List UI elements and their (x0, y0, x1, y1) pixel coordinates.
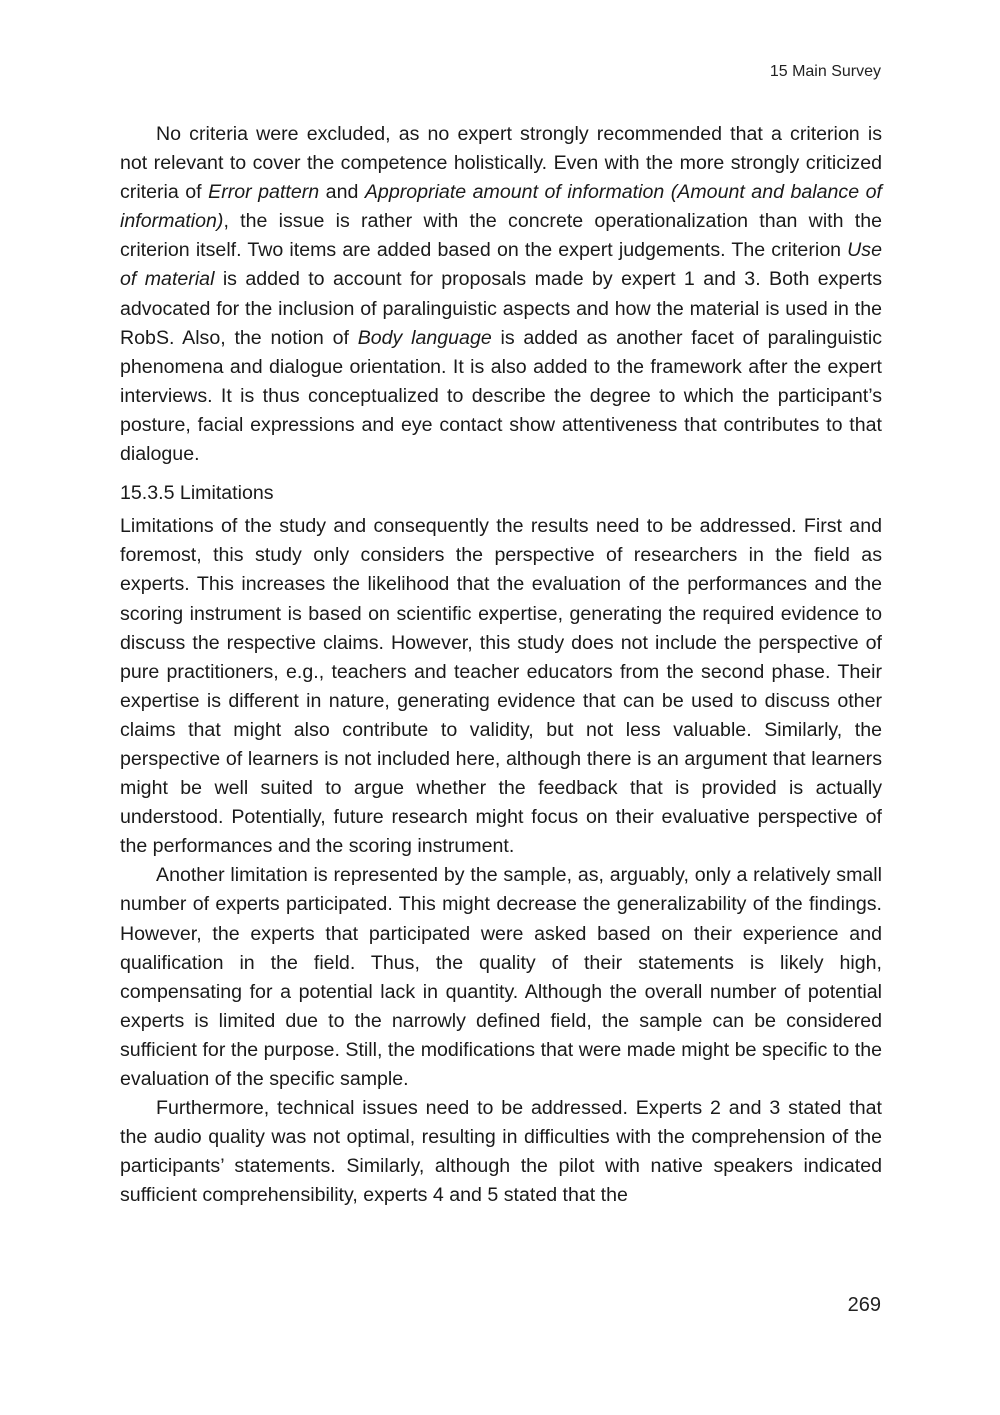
paragraph-sample: Another limitation is represented by the sample, as, arguably, only a relatively small number of experts participated. This might decrease the generalizability of the findings. However, the experts that participated were asked based on their experience and qualification in the field. Thus, the quality of their statements is likely high, compensating for a potential lack in quantity. Although the overall number of potential experts is limited due to the narrowly defined field, the sample can be considered sufficient for the purpose. Still, the modifications that were made might be specific to the evaluation of the specific sample. (120, 864, 882, 1090)
section-heading: 15.3.5 Limitations (120, 482, 274, 505)
italic-term-body-language: Body language (357, 326, 492, 349)
paragraph-limitations: Limitations of the study and consequently the results need to be addressed. First and foremost, this study only considers the perspective of researchers in the field as experts. This increases the likelihood that the evaluation of the performances and the scoring instrument is based on scientific expertise, generating the required evidence to discuss the respective claims. However, this study does not include the perspective of pure practitioners, e.g., teachers and teacher educators from the second phase. Their expertise is different in nature, generating evidence that can be used to discuss other claims that might also contribute to validity, but not less valuable. Similarly, the perspective of learners is not included here, although there is an argument that learners might be well suited to argue whether the feedback that is provided is actually understood. Potentially, future research might focus on their evaluative perspective of the performances and the scoring instrument. (120, 515, 882, 858)
italic-term-error-pattern: Error pattern (208, 181, 320, 204)
running-head: 15 Main Survey (769, 63, 881, 80)
italic-term-use-of-material: Use of material (120, 239, 882, 291)
text-run: , the issue is rather with the concrete operationalization than with the criterion itself. Two items are added based on the expert judgements. The criterion (120, 210, 882, 262)
italic-term-appropriate-amount: Appropriate amount of information (Amount and balance of information) (120, 181, 882, 233)
text-run: is added as another facet of paralinguistic phenomena and dialogue orientation. It is also added to the framework after the expert interviews. It is thus conceptualized to describe the degree to which the participant’s posture, facial expressions and eye contact show attentiveness that contributes to that dialogue. (120, 326, 882, 466)
text-run: No criteria were excluded, as no expert strongly recommended that a criterion is not relevant to cover the competence holistically. Even with the more strongly criticized criteria of (120, 123, 882, 204)
text-run: is added to account for proposals made by expert 1 and 3. Both experts advocated for the inclusion of paralinguistic aspects and how the material is used in the RobS. Also, the notion of (120, 268, 882, 349)
text-run: and (319, 181, 365, 204)
page-number: 269 (847, 1294, 881, 1316)
paragraph-technical-issues: Furthermore, technical issues need to be addressed. Experts 2 and 3 stated that the audio quality was not optimal, resulting in difficulties with the comprehension of the participants’ statements. Similarly, although the pilot with native speakers indicated sufficient comprehensibility, experts 4 and 5 stated that the (120, 1097, 882, 1207)
paragraph-criteria (120, 120, 882, 469)
body-text (120, 120, 882, 1210)
